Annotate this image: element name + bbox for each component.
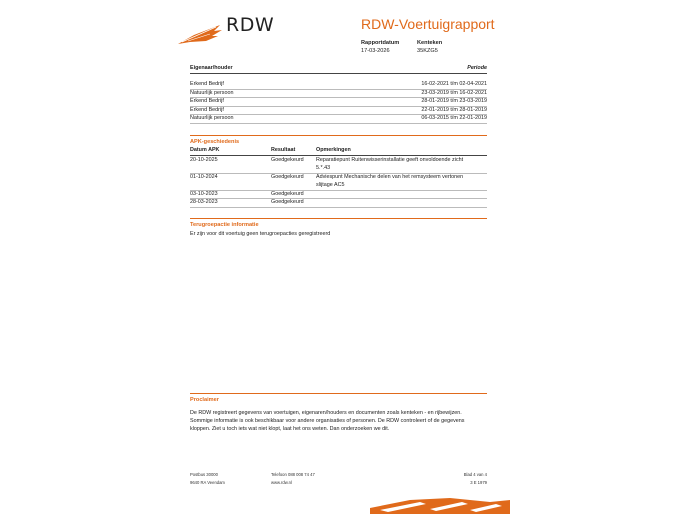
owners-header-period: Periode (467, 65, 487, 71)
apk-date-cell: 20-10-2025 (190, 157, 218, 163)
rdw-logo (176, 14, 275, 48)
row-rule (190, 207, 487, 208)
footer-postbus: Postbus 30000 (190, 472, 218, 477)
apk-header-remarks: Opmerkingen (316, 147, 351, 153)
disclaimer-section-rule (190, 393, 487, 394)
apk-date-cell: 03-10-2023 (190, 191, 218, 197)
period-cell: 22-01-2019 t/m 28-01-2019 (421, 107, 487, 113)
owners-header-rule (190, 73, 487, 74)
apk-header-date: Datum APK (190, 147, 220, 153)
disclaimer-title: Proclaimer (190, 397, 219, 403)
logo-text: RDW (226, 14, 275, 36)
report-date-label: Rapportdatum (361, 40, 400, 46)
footer-web: www.rdw.nl (271, 480, 292, 485)
period-cell: 06-03-2015 t/m 22-01-2019 (421, 115, 487, 121)
owner-cell: Erkend Bedrijf (190, 107, 224, 113)
footer-code: 3 E 1979 (470, 480, 487, 485)
recall-text: Er zijn voor dit voertuig geen terugroepacties geregistreerd (190, 231, 331, 237)
period-cell: 28-01-2019 t/m 23-03-2019 (421, 98, 487, 104)
owner-cell: Erkend Bedrijf (190, 98, 224, 104)
apk-remark-line2: slijtage AC5 (316, 182, 345, 188)
apk-header-result: Resultaat (271, 147, 296, 153)
row-rule (190, 190, 487, 191)
row-rule (190, 198, 487, 199)
plate-label: Kenteken (417, 40, 443, 46)
apk-section-title: APK-geschiedenis (190, 139, 240, 145)
apk-result-cell: Goedgekeurd (271, 157, 304, 163)
plate-value: 35KZG5 (417, 48, 438, 54)
owners-header-owner: Eigenaar/houder (190, 65, 233, 71)
footer-phone: Telefoon 088 008 74 47 (271, 472, 315, 477)
apk-result-cell: Goedgekeurd (271, 174, 304, 180)
apk-remark-line1: Adviespunt Mechanische delen van het remsysteem vertonen (316, 174, 464, 180)
disclaimer-line-2: Sommige informatie is ook beschikbaar voor andere organisaties of personen. De RDW controleert of de gegevens (190, 418, 465, 424)
report-title: RDW-Voertuigrapport (361, 16, 495, 32)
footer-city: 9640 RA Veendam (190, 480, 225, 485)
owner-cell: Erkend Bedrijf (190, 81, 224, 87)
period-cell: 16-02-2021 t/m 02-04-2021 (421, 81, 487, 87)
apk-result-cell: Goedgekeurd (271, 191, 304, 197)
report-date-value: 17-03-2026 (361, 48, 390, 54)
apk-result-cell: Goedgekeurd (271, 199, 304, 205)
period-cell: 23-03-2019 t/m 16-02-2021 (421, 90, 487, 96)
rdw-feather-icon (176, 22, 224, 46)
recall-section-title: Terugroepactie informatie (190, 222, 259, 228)
disclaimer-line-1: De RDW registreert gegevens van voertuigen, eigenaren/houders en documenten zoals kenteken - en rijbewijzen. (190, 410, 462, 416)
apk-date-cell: 28-03-2023 (190, 199, 218, 205)
disclaimer-line-3: kloppen. Ziet u toch iets wat niet klopt, laat het ons weten. Dan onderzoeken we dit. (190, 426, 390, 432)
apk-remark-line1: Reparatiepunt Ruitenwisserinstallatie geeft onvoldoende zicht (316, 157, 464, 163)
apk-remark-line2: 5.*.43 (316, 165, 331, 171)
recall-section-rule (190, 218, 487, 219)
row-rule (190, 123, 487, 124)
apk-date-cell: 01-10-2024 (190, 174, 218, 180)
owner-cell: Natuurlijk persoon (190, 115, 234, 121)
apk-section-rule (190, 135, 487, 136)
footer-ribbon-icon (370, 496, 510, 514)
owner-cell: Natuurlijk persoon (190, 90, 234, 96)
footer-page: Blad 4 van 4 (463, 472, 487, 477)
